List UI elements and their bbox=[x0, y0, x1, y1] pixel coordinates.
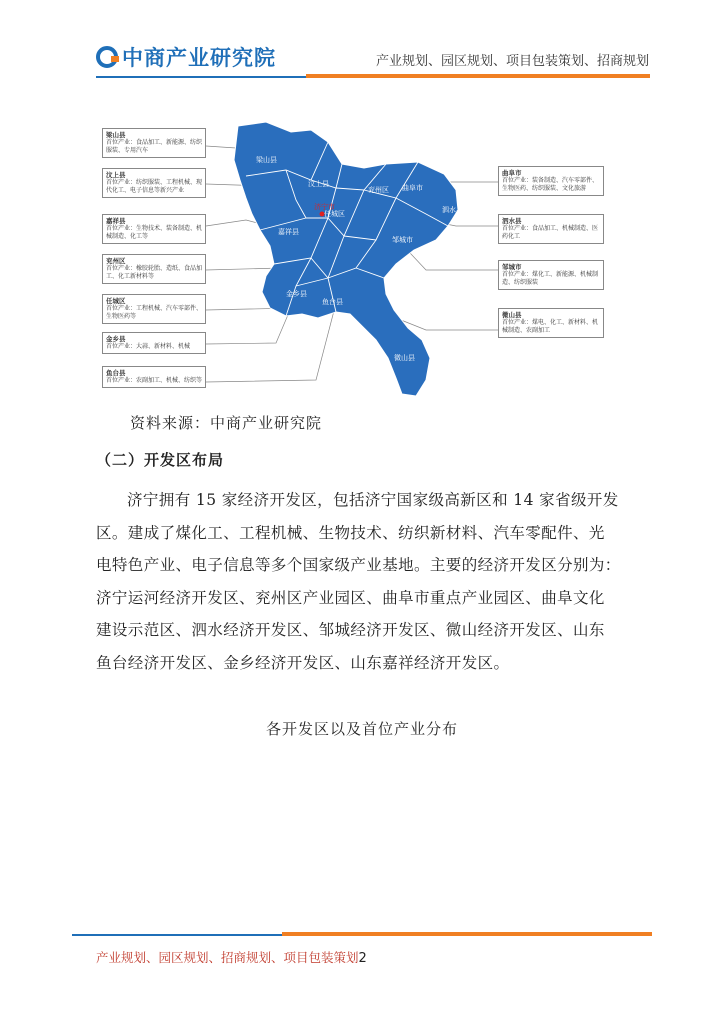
header-tagline: 产业规划、园区规划、项目包装策划、招商规划 bbox=[375, 54, 649, 69]
industry-callout bbox=[498, 166, 604, 196]
logo-text: 中商产业研究院 bbox=[122, 46, 276, 70]
figure-caption: 各开发区以及首位产业分布 bbox=[265, 720, 458, 738]
leader-line bbox=[396, 318, 498, 330]
map-region-label: 济宁市 bbox=[314, 203, 335, 211]
footer-rule-blue bbox=[72, 934, 282, 936]
callout-industry-text: 首位产业：农副加工、机械、纺织等 bbox=[106, 377, 203, 384]
callout-industry-text: 首位产业：工程机械、汽车零部件、生物医药等 bbox=[106, 305, 203, 320]
callout-industry-text: 首位产业：橡胶轮胎、造纸、食品加工、化工新材料等 bbox=[106, 265, 203, 280]
paragraph-line: 鱼台经济开发区、金乡经济开发区、山东嘉祥经济开发区。 bbox=[96, 653, 510, 672]
section-subheading: （二）开发区布局 bbox=[96, 451, 225, 469]
map-region-label: 泗水县 bbox=[442, 206, 463, 214]
body-paragraph bbox=[96, 484, 652, 679]
paragraph-line: 电特色产业、电子信息等多个国家级产业基地。主要的经济开发区分别为： bbox=[96, 556, 621, 574]
callout-county-name: 任城区 bbox=[106, 297, 126, 305]
callout-county-name: 邹城市 bbox=[502, 263, 522, 271]
callout-county-name: 微山县 bbox=[502, 311, 522, 319]
logo-icon bbox=[96, 46, 118, 68]
paragraph-line: 济宁运河经济开发区、兖州区产业园区、曲阜市重点产业园区、曲阜文化 bbox=[96, 588, 605, 607]
callout-county-name: 梁山县 bbox=[106, 131, 126, 139]
header-rule-blue bbox=[96, 76, 306, 78]
map-region-label: 曲阜市 bbox=[402, 184, 423, 192]
callout-county-name: 金乡县 bbox=[106, 335, 126, 343]
paragraph-line: 建设示范区、泗水经济开发区、邹城经济开发区、微山经济开发区、山东 bbox=[96, 621, 605, 639]
page-header bbox=[0, 0, 724, 85]
logo bbox=[96, 42, 276, 72]
industry-callout bbox=[102, 332, 206, 354]
page-footer bbox=[96, 948, 367, 966]
industry-callout bbox=[102, 128, 206, 158]
callout-county-name: 嘉祥县 bbox=[106, 217, 126, 225]
industry-callout bbox=[498, 260, 604, 290]
map-region-label: 鱼台县 bbox=[322, 298, 343, 306]
callout-county-name: 鱼台县 bbox=[106, 369, 126, 377]
callout-county-name: 兖州区 bbox=[106, 257, 126, 265]
industry-callout bbox=[102, 366, 206, 388]
footer-text: 产业规划、园区规划、招商规划、项目包装策划 bbox=[96, 950, 359, 965]
footer-rule-orange bbox=[282, 932, 652, 936]
industry-callout bbox=[498, 214, 604, 244]
map-region-label: 汶上县 bbox=[308, 180, 329, 188]
page-number: 2 bbox=[358, 951, 367, 966]
callout-industry-text: 首位产业：食品加工、机械制造、医药化工 bbox=[502, 225, 599, 240]
industry-callout bbox=[102, 254, 206, 284]
callout-county-name: 汶上县 bbox=[106, 171, 126, 179]
industry-callout bbox=[102, 214, 206, 244]
paragraph-line: 区。建成了煤化工、工程机械、生物技术、纺织新材料、汽车零配件、光 bbox=[96, 523, 605, 542]
map-region-label: 嘉祥县 bbox=[278, 228, 299, 236]
map-region-label: 邹城市 bbox=[392, 236, 413, 244]
paragraph-line: 济宁拥有 15 家经济开发区，包括济宁国家级高新区和 14 家省级开发 bbox=[127, 491, 619, 509]
callout-industry-text: 首位产业：装备制造、汽车零部件、生物医药、纺织服装、文化旅游 bbox=[502, 177, 599, 192]
map-region-label: 兖州区 bbox=[368, 186, 389, 194]
jining-map-figure bbox=[96, 118, 616, 408]
callout-industry-text: 首位产业：煤化工、新能源、机械制造、纺织服装 bbox=[502, 271, 599, 286]
callout-industry-text: 首位产业：大蒜、新材料、机械 bbox=[106, 343, 191, 350]
callout-industry-text: 首位产业：纺织服装、工程机械、现代化工、电子信息等新兴产业 bbox=[106, 179, 203, 194]
callout-industry-text: 首位产业：煤电、化工、新材料、机械制造、农副加工 bbox=[502, 319, 599, 334]
industry-callout bbox=[102, 168, 206, 198]
industry-callout bbox=[102, 294, 206, 324]
map-region-label: 梁山县 bbox=[256, 156, 277, 164]
map-region-label: 金乡县 bbox=[286, 290, 307, 298]
callout-county-name: 曲阜市 bbox=[502, 169, 522, 177]
map-region-label: 任城区 bbox=[324, 210, 345, 218]
map-region-label: 微山县 bbox=[394, 354, 415, 362]
header-rule-orange bbox=[306, 74, 650, 78]
industry-callout bbox=[498, 308, 604, 338]
figure-source: 资料来源：中商产业研究院 bbox=[130, 414, 323, 432]
callout-industry-text: 首位产业：食品加工、新能源、纺织服装、专用汽车 bbox=[106, 139, 203, 154]
callout-industry-text: 首位产业：生物技术、装备制造、机械制造、化工等 bbox=[106, 225, 203, 240]
callout-county-name: 泗水县 bbox=[502, 217, 522, 225]
